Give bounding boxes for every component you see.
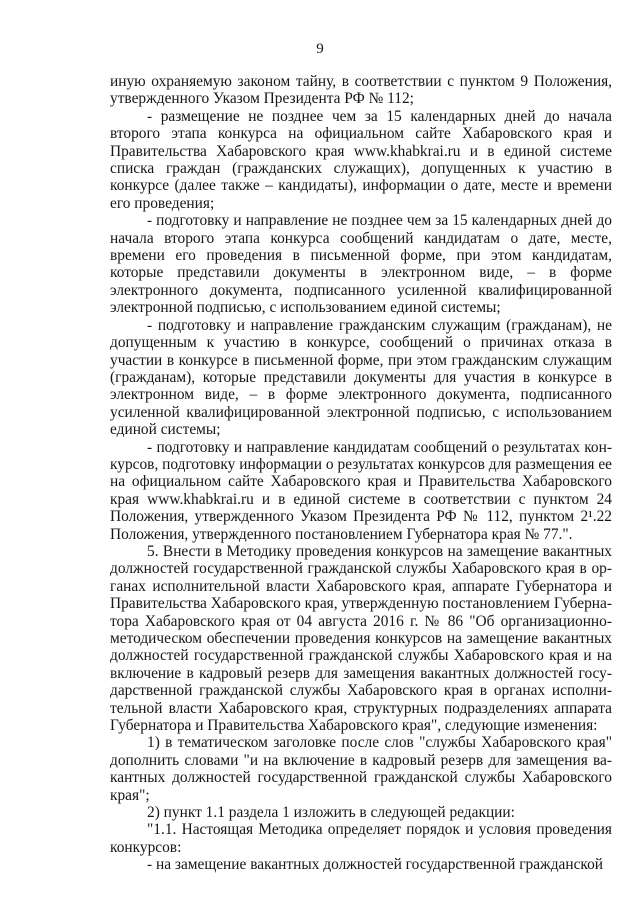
paragraph: - размещение не позднее чем за 15 календарных дней до начала второго этапа конкурса на официальном сайте Хабаровского края и Правительства Хабаровского края www.khabkrai.ru и в единой системе списка граждан (гражданских служащих), допущенных к участию в конкурсе (далее также – кандидаты), информации о дате, месте и времени его проведения;: [110, 107, 612, 212]
paragraph: 2) пункт 1.1 раздела 1 изложить в следующей редакции:: [147, 804, 515, 822]
paragraph: - подготовку и направление не позднее чем за 15 календарных дней до начала второго этапа конкурса сообщений кандидатам о дате, месте, времени его проведения в письменной форме, при этом кандидатам, которые представили документы в электронном виде, – в форме электронного документа, подписанного усиленной квалифицированной электронной подписью, с использованием единой системы;: [110, 212, 612, 317]
paragraph: - на замещение вакантных должностей государственной гражданской: [147, 856, 604, 874]
paragraph: 1) в тематическом заголовке после слов "службы Хабаровского края" дополнить словами "и на включение в кадровый резерв для замещения вакантных должностей государственной гражданской службы Хабаровского края";: [110, 734, 612, 804]
page-number: 9: [316, 41, 324, 57]
paragraph: - подготовку и направление гражданским служащим (гражданам), не допущенным к участию в конкурсе, сообщений о причинах отказа в участии в конкурсе в письменной форме, при этом гражданским служащим (гражданам), которые представили документы для участия в конкурсе в электронном виде, – в форме электронного документа, подписанного усиленной квалифицированной электронной подписью, с использованием единой системы;: [110, 316, 612, 439]
document-body: [110, 73, 612, 874]
paragraph: - подготовку и направление кандидатам сообщений о результатах конкурсов, подготовку информации о результатах конкурсов для размещения ее на официальном сайте Хабаровского края и Правительства Хабаровского края www.khabkrai.ru и в единой системе в соответствии с пунктом 24 Положения, утвержденного Указом Президента РФ № 112, пунктом 2¹.22 Положения, утвержденного постановлением Губернатора края № 77.".: [110, 438, 612, 543]
paragraph: 5. Внести в Методику проведения конкурсов на замещение вакантных должностей государственной гражданской службы Хабаровского края в органах исполнительной власти Хабаровского края, аппарате Губернатора и Правительства Хабаровского края, утвержденную постановлением Губернатора Хабаровского края от 04 августа 2016 г. № 86 "Об организационно-методическом обеспечении проведения конкурсов на замещение вакантных должностей государственной гражданской службы Хабаровского края и на включение в кадровый резерв для замещения вакантных должностей государственной гражданской службы Хабаровского края в органах исполнительной власти Хабаровского края, структурных подразделениях аппарата Губернатора и Правительства Хабаровского края", следующие изменения:: [110, 542, 612, 735]
paragraph: иную охраняемую законом тайну, в соответствии с пунктом 9 Положения, утвержденного Указом Президента РФ № 112;: [110, 73, 612, 108]
paragraph: "1.1. Настоящая Методика определяет порядок и условия проведения конкурсов:: [110, 821, 612, 856]
